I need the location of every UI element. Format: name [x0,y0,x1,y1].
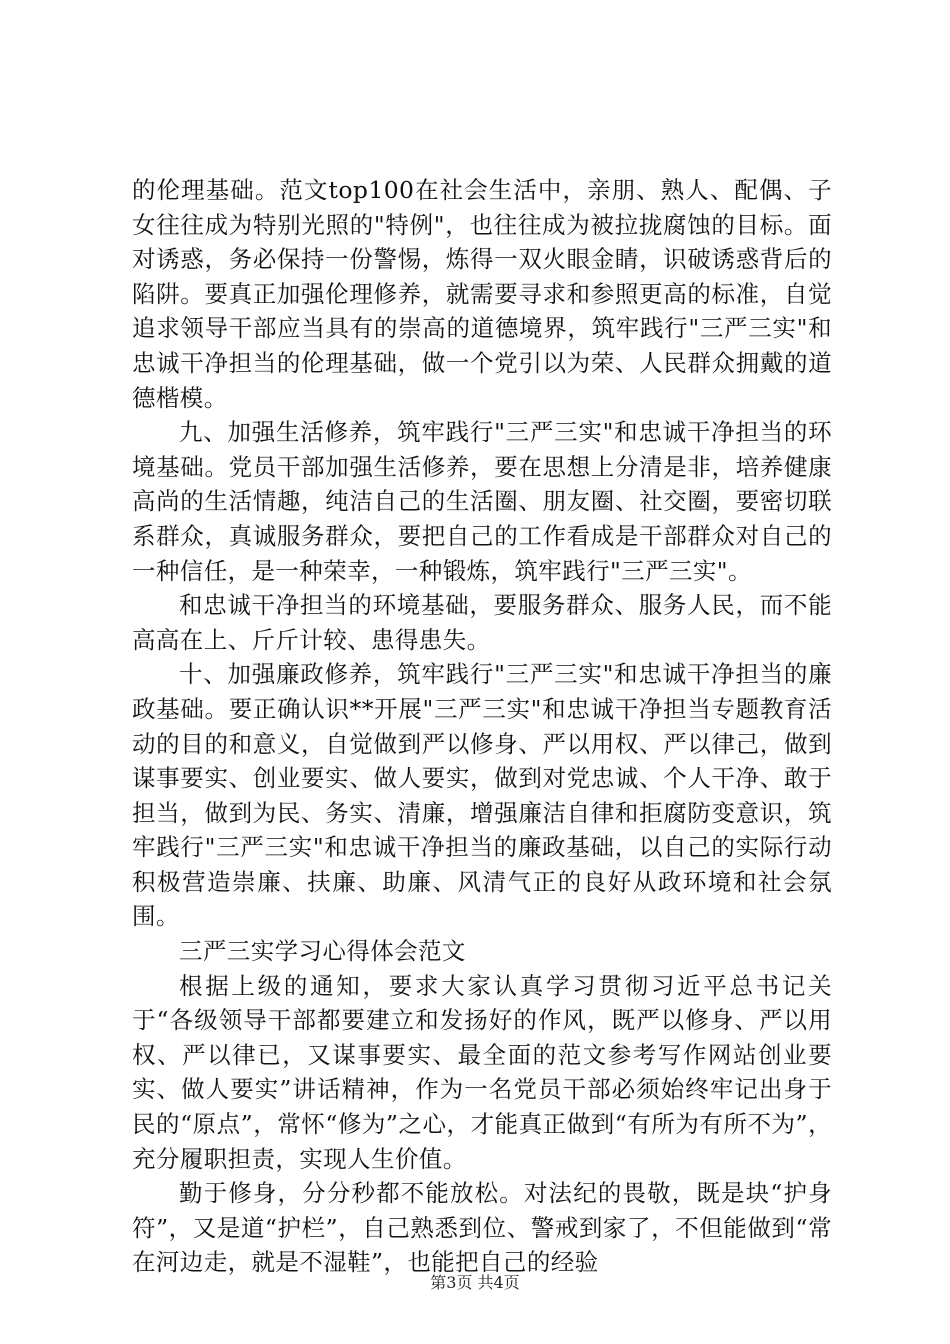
page-number-footer: 第3页 共4页 [430,1273,520,1292]
paragraph-self-discipline: 勤于修身，分分秒都不能放松。对法纪的畏敬，既是块“护身符”，又是道“护栏”，自己熟悉到位、警戒到家了，不但能做到“常在河边走，就是不湿鞋”，也能把自己的经验 [132,1179,832,1277]
document-body [132,173,832,1280]
paragraph-life-cultivation: 九、加强生活修养，筑牢践行"三严三实"和忠诚干净担当的环境基础。党员干部加强生活修养，要在思想上分清是非，培养健康高尚的生活情趣，纯洁自己的生活圈、朋友圈、社交圈，要密切联系群众，真诚服务群众，要把自己的工作看成是干部群众对自己的一种信任，是一种荣幸，一种锻炼，筑牢践行"三严三实"。 [132,418,832,585]
paragraph-serve-people: 和忠诚干净担当的环境基础，要服务群众、服务人民，而不能高高在上、斤斤计较、患得患失。 [132,591,832,654]
paragraph-study-notice: 根据上级的通知，要求大家认真学习贯彻习近平总书记关于“各级领导干部都要建立和发扬好的作风，既严以修身、严以用权、严以律已，又谋事要实、最全面的范文参考写作网站创业要实、做人要实”讲话精神，作为一名党员干部必须始终牢记出身于民的“原点”，常怀“修为”之心，才能真正做到“有所为有所不为”，充分履职担责，实现人生价值。 [132,971,832,1173]
section-heading: 三严三实学习心得体会范文 [179,937,466,966]
paragraph-integrity-cultivation: 十、加强廉政修养，筑牢践行"三严三实"和忠诚干净担当的廉政基础。要正确认识**开展"三严三实"和忠诚干净担当专题教育活动的目的和意义，自觉做到严以修身、严以用权、严以律己，做到谋事要实、创业要实、做人要实，做到对党忠诚、个人干净、敢于担当，做到为民、务实、清廉，增强廉洁自律和拒腐防变意识，筑牢践行"三严三实"和忠诚干净担当的廉政基础，以自己的实际行动积极营造崇廉、扶廉、助廉、风清气正的良好从政环境和社会氛围。 [132,660,832,931]
paragraph-ethics-end: 的伦理基础。范文top100在社会生活中，亲朋、熟人、配偶、子女往往成为特别光照的"特例"，也往往成为被拉拢腐蚀的目标。面对诱惑，务必保持一份警惕，炼得一双火眼金睛，识破诱惑背后的陷阱。要真正加强伦理修养，就需要寻求和参照更高的标准，自觉追求领导干部应当具有的崇高的道德境界，筑牢践行"三严三实"和忠诚干净担当的伦理基础，做一个党引以为荣、人民群众拥戴的道德楷模。 [132,176,832,412]
